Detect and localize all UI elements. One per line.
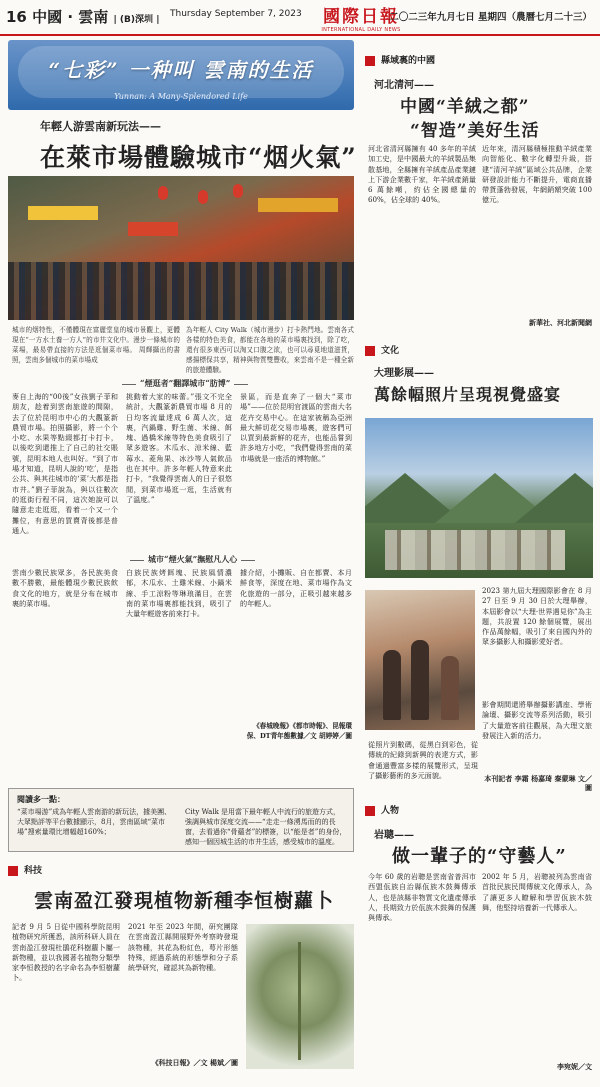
lead-body-col4: 雲南少數民族眾多，各民族美食數不勝數，最能體現少數民族飲食文化的地方，就是分布在城市裏的菜市場。	[12, 568, 118, 608]
lead-body-col1: 麥自上海的“00後”女孩劉子菲和朋友，趁着到雲南旅遊的間隙，去了位於昆明市中心的大觀篆新農貿市場。拍照攝影，將一个个小吃、水果等點綴都打卡打卡，以後吃到還推上了自己的社交賬號，昆明本地人也叫好。“到了市場才知道，昆明人說的‘吃’，是指公共、與其往城市的‘菜’大都是指市井。”劉子菲說為，與以往數次的逛街行程不同，這次她說可以隨意走走逛逛，看着一个又一个攤位，有意思的買賣背後都是普通人。	[12, 392, 118, 535]
market-photo	[8, 176, 354, 320]
culture-kicker: 大理影展——	[374, 368, 434, 379]
lead-body-col6: 據介紹，小攤販、自在都賣、本月鮮食等，深度在地、菜市場作為文化旅遊的一部分，正吸引越來越多的年輕人。	[240, 568, 352, 608]
county-body-col2: 近年來，清河縣積極推動羊絨產業向智能化、數字化轉型升級，搭建“清河羊絨”區域公共品牌，企業研發設計能力不斷提升，電商直播帶貨蓬勃發展，年網銷額突破 100 億元。	[482, 144, 592, 205]
reading-item-2: City Walk 是用當下最年輕人中流行的旅遊方式，強調與城市深度交流——“走走一條湧馬而的的長窗，去看過你“骨蘊者”的標簽，以“能是者”的身份，感知一個因城生活的市井生活，感受城市的溫度。	[185, 808, 347, 846]
reading-item-1: “菜市場游”成為年輕人雲南游的新玩法，據美團、大眾點評等平台數據顯示，8月，雲南區域“菜市場”搜索量環比增幅超160%；	[17, 808, 172, 836]
culture-body-col2: 從照片到數碼，從黑白到彩色，從傳統的紀錄到新興的表達方式，影會通過豐富多樣的展覽形式，呈現了攝影藝術的多元面貌。	[368, 740, 478, 780]
people-body-col1: 今年 60 歲的岩聰是雲南省普洱市西盟佤族自治縣佤族木鼓舞傳承人，也是該縣非物質文化遺產傳承人，長期致力於佤族木鼓舞的保護與傳承。	[368, 872, 476, 923]
lead-body-col5: 白族民族烤餌塊、民族風情濃郁，木瓜水、土雞米線、小鍋米線、手工涼粉等琳琅滿目，在雲南的菜市場裏都能找到，吸引了大量年輕遊客前來打卡。	[126, 568, 232, 619]
culture-headline: 萬餘幅照片呈現視覺盛宴	[374, 385, 562, 404]
date-chinese: 二〇二三年九月七日 星期四（農曆七月二十三）	[389, 12, 592, 23]
section-tag-county: 縣域裏的中國	[365, 54, 439, 68]
culture-body-col1: 2023 第九屆大理國際影會在 8 月 27 日至 9 月 30 日於大理舉辦，本屆影會以“大理·世界遇見你”為主題，共設置 120 餘個展覽，展出作品萬餘幅，吸引了來自國內外的眾多攝影人和攝影愛好者。	[482, 586, 592, 647]
landscape-photo	[365, 418, 593, 578]
reading-box: 閱讀多一點： “菜市場游”成為年輕人雲南游的新玩法，據美團、大眾點評等平台數據顯示，8月，雲南區域“菜市場”搜索量環比增幅超160%； City Walk 是用當下最年輕人中流行的旅遊方式，強調與城市深度交流——“走走一條湧馬而的的長窗，去看過你“骨蘊者”的標簽，以“能是者”的身份，感知一個因城生活的市井生活，感受城市的溫度。	[8, 788, 354, 852]
dance-photo	[365, 590, 475, 730]
county-body-col1: 河北省清河縣擁有 40 多年的羊絨加工史，是中國最大的羊絨製品集散基地，全縣擁有羊絨產品產業鏈上下游企業數千家，年羊絨產銷量 6 萬餘噸，約佔全國總量的 60%，佔全球的 40%。	[368, 144, 476, 205]
section-tag-tech: 科技	[8, 864, 46, 878]
county-headline-2: “智造”美好生活	[410, 121, 540, 141]
date-english: Thursday September 7, 2023	[170, 9, 302, 19]
people-credit: 李宛妮／文	[557, 1062, 592, 1071]
tech-headline: 雲南盈江發現植物新種李恒樹蘿卜	[34, 890, 335, 912]
masthead-logo: 國際日報 INTERNATIONAL DAILY NEWS	[321, 7, 401, 33]
culture-credit: 本刊記者 李霜 杨嘉琦 秦蒙琳 文／圖	[484, 774, 592, 792]
page-number: 16 中國 · 雲南 | (B)深圳 |	[6, 8, 160, 26]
plant-photo	[246, 924, 354, 1069]
subhead-1: “煙逛者”翻譯城市“肪博”	[118, 378, 252, 389]
tech-body-col1: 記者 9 月 5 日從中國科學院昆明植物研究所獲悉，該所科研人員在雲南盈江發現杜鵑花科樹蘿卜屬一新物種，並以我國著名植物分類學家李恒教授的名字命名為李恒樹蘿卜。	[12, 922, 120, 983]
section-tag-people: 人物	[365, 804, 403, 818]
photo-caption-right: 為年輕人 City Walk（城市漫步）打卡熱門地。雲南各式各樣的特色美食，都能在各地的菜市場裏找到，除了吃，還有很多東西可以淘又口腹之欲，也可以尋覓地道滋貨，感揚標保共享，精神與物質雙豐收，來雲南不是一種全新的旅遊體驗。	[186, 326, 354, 374]
county-credit: 新華社、河北新聞網	[529, 318, 592, 327]
section-tag-culture: 文化	[365, 344, 403, 358]
county-kicker: 河北清河——	[374, 80, 434, 91]
subhead-2: 城市“煙火氣”撫慰凡人心	[126, 554, 259, 565]
lead-kicker: 年輕人游雲南新玩法——	[40, 120, 161, 133]
lead-body-col2: 挑動着大家的味蕾。”張文不完全統計，大觀篆新農貿市場 8 月的日均客流量達成 6 萬人次，這裏，汽鍋雞、野生菌、米線、餌塊、過橋米線等特色美食吸引了眾多遊客。木瓜水、涼米線、藍莓水、菱角果、冰沙等人氣飲品也在其中。許多年輕人特意來此打卡，“我覺得雲南人的日子很悠閒，到菜市場逛一逛，生活就有了溫度。”	[126, 392, 232, 504]
lead-sources: 《春城晚報》《都市時報》、昆報環保、DT青年態數據／文 胡婷婷／圖	[246, 722, 352, 740]
people-headline: 做一輩子的“守藝人”	[392, 846, 567, 867]
county-headline-1: 中國“羊絨之都”	[400, 97, 530, 117]
lead-headline: 在萊市場體驗城市“烟火氣”	[40, 143, 357, 172]
culture-body-col3: 影會期間還將舉辦攝影講座、學術論壇、攝影交流等系列活動，吸引了大量遊客前往觀展，為大理文旅發展注入新的活力。	[482, 700, 592, 740]
people-body-col2: 2002 年 5 月，岩聰被列為雲南省首批民族民間傳統文化傳承人，為了讓更多人瞭解和學習佤族木鼓舞，他堅持培養新一代傳承人。	[482, 872, 592, 912]
tech-credit: 《科技日報》／文 楊斌／圖	[151, 1058, 238, 1067]
column-banner: “七彩” 一种叫 雲南的生活 Yunnan: A Many-Splendored Life	[8, 40, 354, 110]
tech-body-col2: 2021 年至 2023 年間，研究團隊在雲南盈江縣開展野外考察時發現該物種，其花為粉紅色，萼片形態特殊，經過系統的形態學和分子系統學研究，確認其為新物種。	[128, 922, 238, 973]
lead-body-col3: 景區，而是直奔了一個大“菜市場”——位於昆明官渡區的雲南大名花卉交易中心。在這家被稱為亞洲最大鮮切花交易市場裏，遊客們可以買到最新鮮的花卉，也能品嘗到許多地方小吃，“我們覺得雲南的菜市場就是一座活的博物館。”	[240, 392, 352, 463]
people-kicker: 岩聰——	[374, 830, 414, 841]
photo-caption-left: 城市的烟特性，不僅體現在富麗堂皇的城市景觀上，更體現在“一方水土養一方人”的市井文化中。漫步一條城市的菜場，最易帶直接的方法是逛個菜市場。 周輝攝出的書照，雲南多個城市的菜市場成	[12, 326, 180, 364]
page-header	[0, 0, 600, 36]
